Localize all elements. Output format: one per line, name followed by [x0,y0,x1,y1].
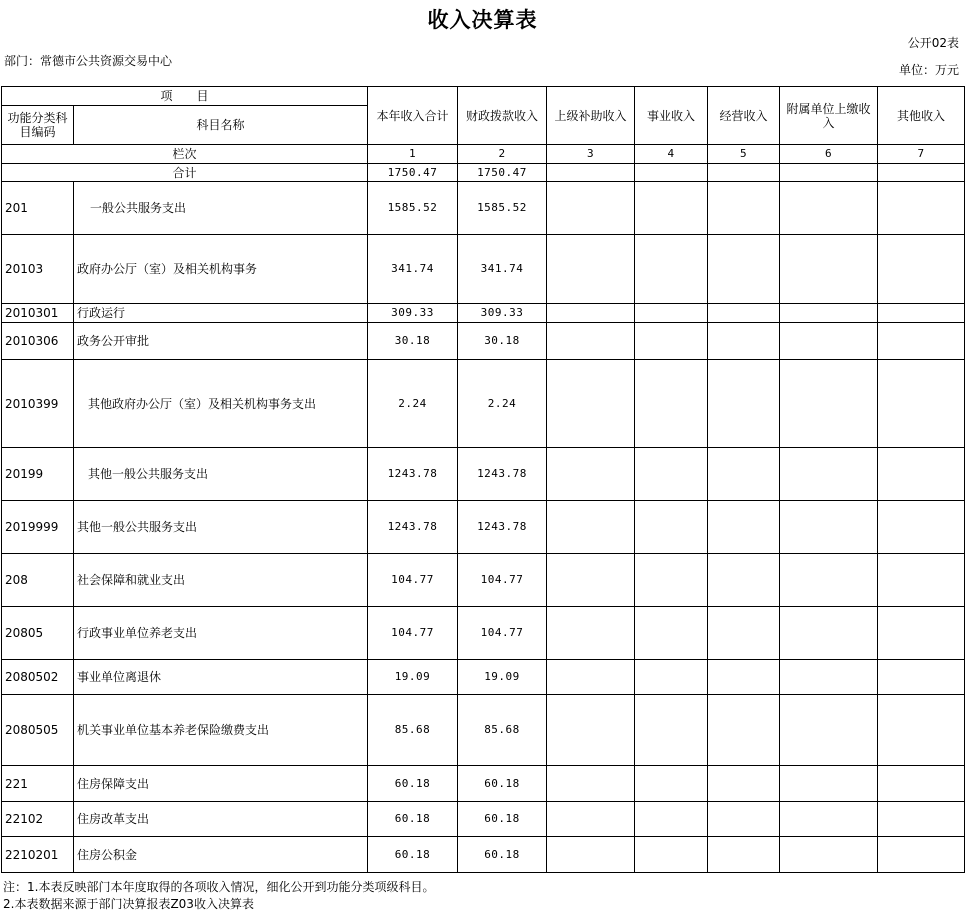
row-total: 60.18 [368,837,458,873]
row-fiscal: 104.77 [458,607,547,660]
row-total: 309.33 [368,304,458,323]
row-code: 2010301 [2,304,74,323]
row-total: 60.18 [368,766,458,802]
row-fiscal: 60.18 [458,766,547,802]
table-row [2,695,965,766]
column-index-number: 6 [780,145,878,164]
page-title: 收入决算表 [427,7,538,32]
row-total: 30.18 [368,323,458,360]
row-name: 其他政府办公厅（室）及相关机构事务支出 [74,360,368,448]
row-name: 政府办公厅（室）及相关机构事务 [74,235,368,304]
row-fiscal: 85.68 [458,695,547,766]
row-name: 其他一般公共服务支出 [74,448,368,501]
total-row-total: 1750.47 [368,164,458,182]
row-total: 19.09 [368,660,458,695]
row-total: 104.77 [368,607,458,660]
row-name: 住房公积金 [74,837,368,873]
row-code: 2080502 [2,660,74,695]
row-code: 2010399 [2,360,74,448]
header-other-income: 其他收入 [878,87,965,145]
department-label: 部门：常德市公共资源交易中心 [4,54,173,68]
row-name: 社会保障和就业支出 [74,554,368,607]
row-name: 政务公开审批 [74,323,368,360]
table-row [2,448,965,501]
row-total: 1585.52 [368,182,458,235]
table-row [2,304,965,323]
table-row [2,660,965,695]
row-total: 341.74 [368,235,458,304]
row-code: 2210201 [2,837,74,873]
row-fiscal: 2.24 [458,360,547,448]
column-index-label: 栏次 [2,145,368,164]
row-total: 1243.78 [368,448,458,501]
row-fiscal: 1585.52 [458,182,547,235]
row-code: 2080505 [2,695,74,766]
table-row [2,802,965,837]
table-row [2,235,965,304]
column-index-number: 5 [708,145,780,164]
row-code: 201 [2,182,74,235]
header-business-income: 事业收入 [635,87,708,145]
row-total: 60.18 [368,802,458,837]
form-code: 公开02表 [907,36,959,50]
row-name: 住房改革支出 [74,802,368,837]
row-code: 2019999 [2,501,74,554]
row-total: 104.77 [368,554,458,607]
table-row [2,182,965,235]
row-code: 20199 [2,448,74,501]
header-affiliated-income: 附属单位上缴收入 [780,87,878,145]
table-row [2,766,965,802]
row-name: 机关事业单位基本养老保险缴费支出 [74,695,368,766]
header-item: 项 目 [2,87,368,106]
row-fiscal: 341.74 [458,235,547,304]
row-fiscal: 19.09 [458,660,547,695]
table-row [2,607,965,660]
row-name: 住房保障支出 [74,766,368,802]
row-name: 行政运行 [74,304,368,323]
column-index-number: 3 [547,145,635,164]
header-fiscal-income: 财政拨款收入 [458,87,547,145]
row-name: 事业单位离退休 [74,660,368,695]
header-operating-income: 经营收入 [708,87,780,145]
header-superior-income: 上级补助收入 [547,87,635,145]
row-total: 85.68 [368,695,458,766]
header-subject-name: 科目名称 [74,106,368,145]
column-index-number: 4 [635,145,708,164]
row-fiscal: 1243.78 [458,448,547,501]
row-fiscal: 309.33 [458,304,547,323]
row-total: 2.24 [368,360,458,448]
row-name: 一般公共服务支出 [74,182,368,235]
row-code: 2010306 [2,323,74,360]
table-row [2,323,965,360]
row-code: 221 [2,766,74,802]
row-total: 1243.78 [368,501,458,554]
column-index-number: 1 [368,145,458,164]
row-code: 20103 [2,235,74,304]
table-row [2,837,965,873]
table-row [2,554,965,607]
row-fiscal: 60.18 [458,837,547,873]
column-index-number: 2 [458,145,547,164]
header-func-code: 功能分类科目编码 [2,106,74,145]
total-row-label: 合计 [2,164,368,182]
total-row-fiscal: 1750.47 [458,164,547,182]
column-index-number: 7 [878,145,965,164]
notes [3,879,434,913]
unit-label: 单位：万元 [898,63,959,77]
row-code: 20805 [2,607,74,660]
row-code: 22102 [2,802,74,837]
row-name: 行政事业单位养老支出 [74,607,368,660]
table-row [2,360,965,448]
row-fiscal: 30.18 [458,323,547,360]
header-total-income: 本年收入合计 [368,87,458,145]
row-name: 其他一般公共服务支出 [74,501,368,554]
row-fiscal: 1243.78 [458,501,547,554]
note-line: 注：1.本表反映部门本年度取得的各项收入情况，细化公开到功能分类项级科目。 [3,880,435,894]
row-fiscal: 104.77 [458,554,547,607]
note-line: 2.本表数据来源于部门决算报表Z03收入决算表 [3,897,254,911]
table-row [2,501,965,554]
row-fiscal: 60.18 [458,802,547,837]
income-report-table [1,86,965,873]
row-code: 208 [2,554,74,607]
